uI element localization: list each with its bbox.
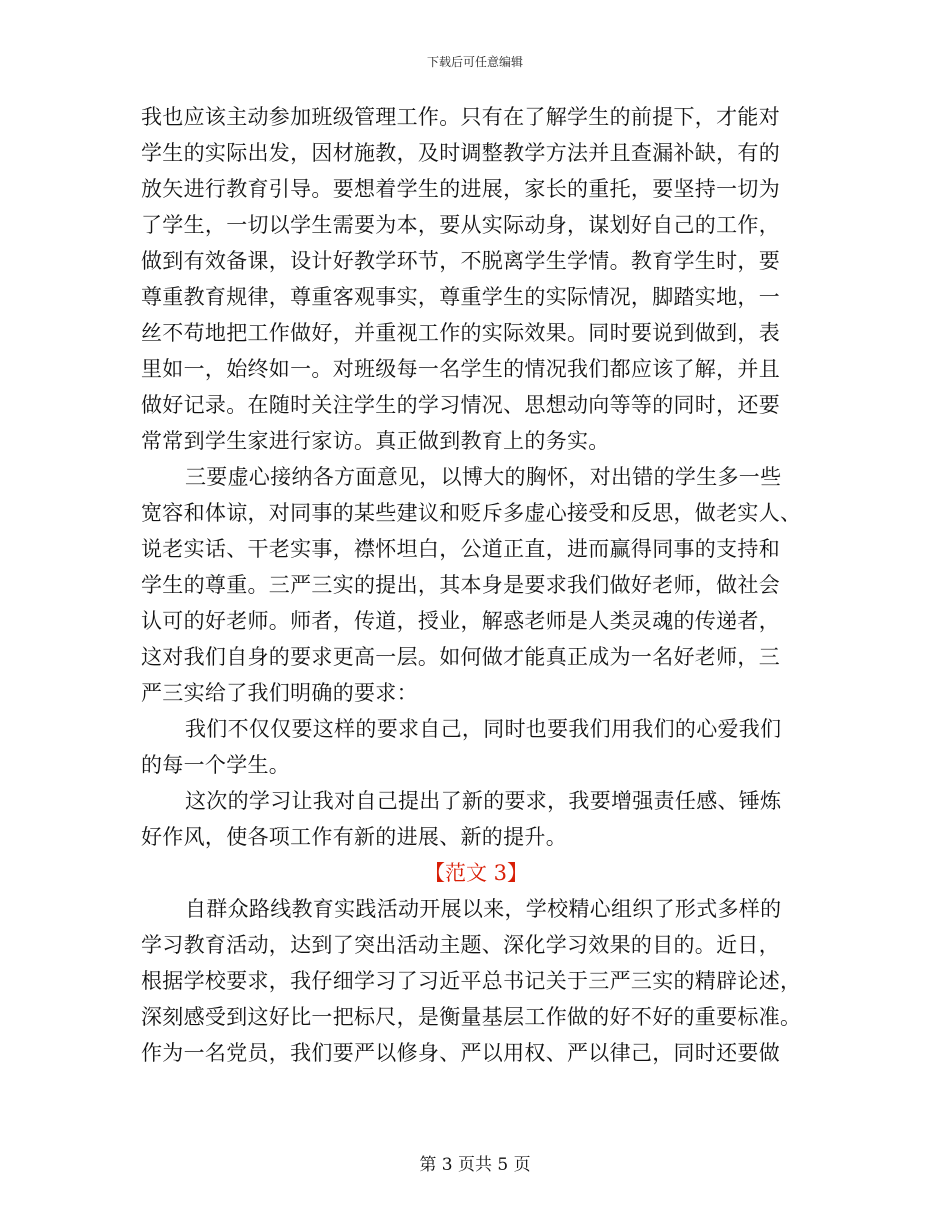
paragraph-line: 说老实话、干老实事，襟怀坦白，公道正直，进而赢得同事的支持和 (141, 537, 780, 561)
paragraph-line: 里如一，始终如一。对班级每一名学生的情况我们都应该了解，并且 (141, 357, 780, 381)
paragraph-line: 认可的好老师。师者，传道，授业，解惑老师是人类灵魂的传递者， (141, 609, 780, 633)
paragraph-line: 学习教育活动，达到了突出活动主题、深化学习效果的目的。近日， (141, 933, 780, 957)
paragraph-line: 常常到学生家进行家访。真正做到教育上的务实。 (141, 429, 610, 453)
paragraph-line: 尊重教育规律，尊重客观事实，尊重学生的实际情况，脚踏实地，一 (141, 285, 780, 309)
paragraph-line: 好作风，使各项工作有新的进展、新的提升。 (141, 825, 567, 849)
paragraph-line: 做到有效备课，设计好教学环节，不脱离学生学情。教育学生时，要 (141, 249, 780, 273)
paragraph-line: 我也应该主动参加班级管理工作。只有在了解学生的前提下，才能对 (141, 105, 780, 129)
paragraph-line: 三要虚心接纳各方面意见，以博大的胸怀，对出错的学生多一些 (185, 465, 782, 489)
page-header: 下载后可任意编辑 (426, 55, 523, 69)
paragraph-line: 学生的实际出发，因材施教，及时调整教学方法并且查漏补缺，有的 (141, 141, 780, 165)
paragraph-line: 学生的尊重。三严三实的提出，其本身是要求我们做好老师，做社会 (141, 573, 780, 597)
section-heading: 【范文 3】 (423, 861, 529, 885)
paragraph-line: 严三实给了我们明确的要求： (141, 681, 418, 705)
paragraph-line: 的每一个学生。 (141, 753, 291, 777)
page-footer: 第 3 页共 5 页 (419, 1155, 531, 1175)
paragraph-line: 放矢进行教育引导。要想着学生的进展，家长的重托，要坚持一切为 (141, 177, 780, 201)
paragraph-line: 我们不仅仅要这样的要求自己，同时也要我们用我们的心爱我们 (185, 717, 782, 741)
paragraph-line: 了学生，一切以学生需要为本，要从实际动身，谋划好自己的工作， (141, 213, 780, 237)
paragraph-line: 宽容和体谅，对同事的某些建议和贬斥多虚心接受和反思，做老实人、 (141, 501, 802, 525)
paragraph-line: 深刻感受到这好比一把标尺，是衡量基层工作做的好不好的重要标准。 (141, 1005, 802, 1029)
paragraph-line: 这次的学习让我对自己提出了新的要求，我要增强责任感、锤炼 (185, 789, 782, 813)
paragraph-line: 自群众路线教育实践活动开展以来，学校精心组织了形式多样的 (185, 897, 782, 921)
paragraph-line: 做好记录。在随时关注学生的学习情况、思想动向等等的同时，还要 (141, 393, 780, 417)
paragraph-line: 作为一名党员，我们要严以修身、严以用权、严以律己，同时还要做 (141, 1041, 780, 1065)
paragraph-line: 丝不苟地把工作做好，并重视工作的实际效果。同时要说到做到，表 (141, 321, 780, 345)
paragraph-line: 根据学校要求，我仔细学习了习近平总书记关于三严三实的精辟论述， (141, 969, 802, 993)
document-body (141, 99, 811, 1071)
paragraph-line: 这对我们自身的要求更高一层。如何做才能真正成为一名好老师，三 (141, 645, 780, 669)
